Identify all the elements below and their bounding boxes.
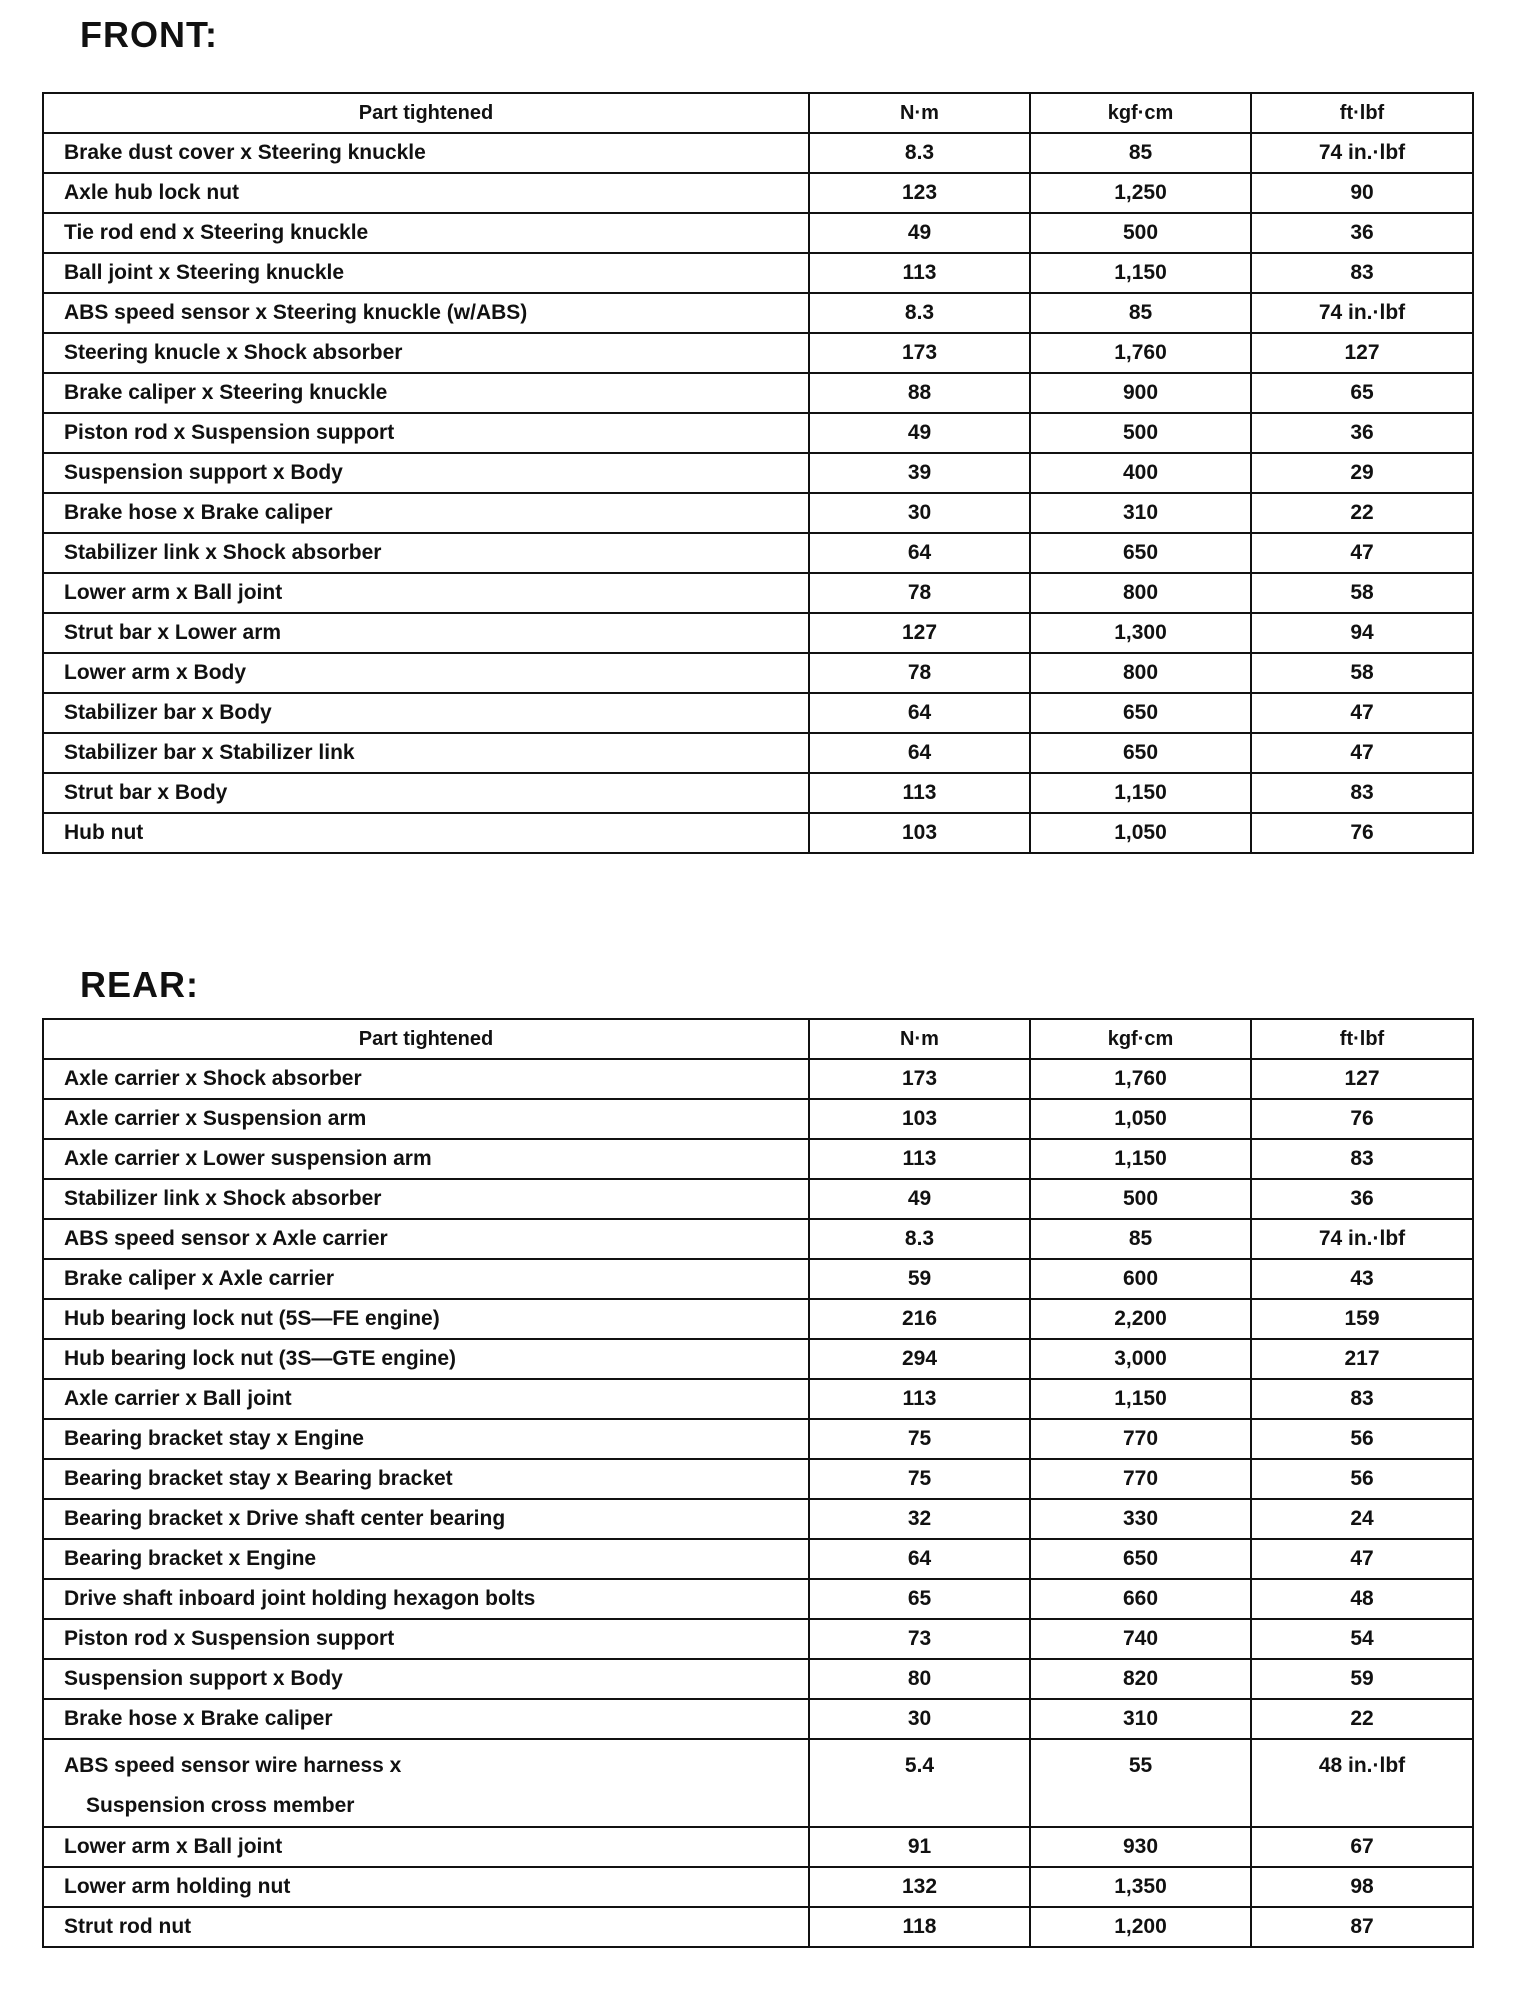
part-name: Axle carrier x Lower suspension arm (64, 1147, 432, 1170)
ft-lbf-value: 47 (1251, 733, 1473, 773)
table-row (43, 573, 1473, 613)
table-row (43, 1827, 1473, 1867)
kgf-cm-value: 600 (1030, 1259, 1251, 1299)
table-row (43, 1459, 1473, 1499)
table-row (43, 533, 1473, 573)
kgf-cm-value: 310 (1030, 493, 1251, 533)
part-name: Bearing bracket x Drive shaft center bearing (64, 1507, 506, 1530)
header-kgf-cm: kgf·cm (1030, 1019, 1251, 1059)
nm-value: 8.3 (809, 1219, 1030, 1259)
part-tightened-cell (43, 1059, 809, 1099)
part-name: Brake caliper x Steering knuckle (64, 381, 388, 404)
header-kgf-cm: kgf·cm (1030, 93, 1251, 133)
part-name: Piston rod x Suspension support (64, 1627, 395, 1650)
kgf-cm-value: 1,050 (1030, 1099, 1251, 1139)
kgf-cm-value: 740 (1030, 1619, 1251, 1659)
table-row (43, 1867, 1473, 1907)
kgf-cm-value: 400 (1030, 453, 1251, 493)
ft-lbf-value: 58 (1251, 653, 1473, 693)
nm-value: 127 (809, 613, 1030, 653)
kgf-cm-value: 85 (1030, 1219, 1251, 1259)
part-tightened-cell (43, 693, 809, 733)
table-row (43, 173, 1473, 213)
part-tightened-cell (43, 1619, 809, 1659)
part-tightened-cell (43, 1867, 809, 1907)
part-tightened-cell (43, 1539, 809, 1579)
ft-lbf-value: 36 (1251, 1179, 1473, 1219)
part-name: Hub bearing lock nut (5S—FE engine) (64, 1307, 440, 1330)
table-row (43, 1299, 1473, 1339)
table-row (43, 1419, 1473, 1459)
part-tightened-cell (43, 373, 809, 413)
nm-value: 173 (809, 1059, 1030, 1099)
nm-value: 78 (809, 653, 1030, 693)
part-name: Suspension support x Body (64, 461, 343, 484)
ft-lbf-value: 83 (1251, 253, 1473, 293)
table-row (43, 733, 1473, 773)
kgf-cm-value: 770 (1030, 1419, 1251, 1459)
table-row (43, 1139, 1473, 1179)
kgf-cm-value: 85 (1030, 133, 1251, 173)
table-header-row (43, 93, 1473, 133)
part-tightened-cell (43, 1579, 809, 1619)
table-row (43, 1179, 1473, 1219)
kgf-cm-value: 1,300 (1030, 613, 1251, 653)
part-tightened-cell (43, 1259, 809, 1299)
ft-lbf-value: 47 (1251, 533, 1473, 573)
nm-value: 8.3 (809, 133, 1030, 173)
table-row (43, 773, 1473, 813)
part-name: Tie rod end x Steering knuckle (64, 221, 369, 244)
part-name: Lower arm x Ball joint (64, 1835, 283, 1858)
nm-value: 294 (809, 1339, 1030, 1379)
kgf-cm-value: 500 (1030, 213, 1251, 253)
part-name: Stabilizer link x Shock absorber (64, 541, 382, 564)
rear-torque-table (42, 1018, 1474, 1948)
table-row (43, 493, 1473, 533)
nm-value: 103 (809, 1099, 1030, 1139)
nm-value: 49 (809, 1179, 1030, 1219)
kgf-cm-value: 310 (1030, 1699, 1251, 1739)
kgf-cm-value: 3,000 (1030, 1339, 1251, 1379)
kgf-cm-value: 1,150 (1030, 773, 1251, 813)
nm-value: 30 (809, 1699, 1030, 1739)
part-tightened-cell (43, 1339, 809, 1379)
ft-lbf-value: 36 (1251, 213, 1473, 253)
ft-lbf-value: 47 (1251, 1539, 1473, 1579)
nm-value: 5.4 (809, 1739, 1030, 1827)
ft-lbf-value: 65 (1251, 373, 1473, 413)
table-row (43, 1259, 1473, 1299)
nm-value: 216 (809, 1299, 1030, 1339)
nm-value: 88 (809, 373, 1030, 413)
table-row (43, 1579, 1473, 1619)
part-name: Stabilizer link x Shock absorber (64, 1187, 382, 1210)
nm-value: 113 (809, 773, 1030, 813)
table-row (43, 1339, 1473, 1379)
part-tightened-cell (43, 653, 809, 693)
part-name: Lower arm x Body (64, 661, 247, 684)
header-part-tightened: Part tightened (43, 1019, 809, 1059)
kgf-cm-value: 770 (1030, 1459, 1251, 1499)
part-name: Brake hose x Brake caliper (64, 1707, 333, 1730)
nm-value: 30 (809, 493, 1030, 533)
table-row (43, 333, 1473, 373)
nm-value: 49 (809, 413, 1030, 453)
part-name: Brake caliper x Axle carrier (64, 1267, 335, 1290)
kgf-cm-value: 500 (1030, 1179, 1251, 1219)
part-name: Axle carrier x Suspension arm (64, 1107, 367, 1130)
part-name: Brake dust cover x Steering knuckle (64, 141, 426, 164)
nm-value: 75 (809, 1459, 1030, 1499)
ft-lbf-value: 29 (1251, 453, 1473, 493)
ft-lbf-value: 127 (1251, 333, 1473, 373)
part-tightened-cell (43, 1219, 809, 1259)
part-tightened-cell (43, 453, 809, 493)
part-tightened-cell (43, 1379, 809, 1419)
part-tightened-cell (43, 173, 809, 213)
ft-lbf-value: 90 (1251, 173, 1473, 213)
kgf-cm-value: 1,150 (1030, 1379, 1251, 1419)
table-row (43, 613, 1473, 653)
part-name: Brake hose x Brake caliper (64, 501, 333, 524)
nm-value: 49 (809, 213, 1030, 253)
ft-lbf-value: 54 (1251, 1619, 1473, 1659)
part-tightened-cell (43, 773, 809, 813)
nm-value: 113 (809, 1139, 1030, 1179)
part-tightened-cell (43, 293, 809, 333)
header-nm: N·m (809, 93, 1030, 133)
part-tightened-cell (43, 1099, 809, 1139)
part-name: Stabilizer bar x Stabilizer link (64, 741, 355, 764)
table-row (43, 1619, 1473, 1659)
ft-lbf-value: 48 in.·lbf (1251, 1739, 1473, 1827)
header-ft-lbf: ft·lbf (1251, 93, 1473, 133)
kgf-cm-value: 820 (1030, 1659, 1251, 1699)
table-row (43, 1739, 1473, 1827)
rear-section-title: REAR: (80, 964, 199, 1005)
part-name: Drive shaft inboard joint holding hexagon bolts (64, 1587, 536, 1610)
ft-lbf-value: 74 in.·lbf (1251, 1219, 1473, 1259)
ft-lbf-value: 36 (1251, 413, 1473, 453)
table-row (43, 373, 1473, 413)
kgf-cm-value: 900 (1030, 373, 1251, 413)
part-name: Bearing bracket stay x Engine (64, 1427, 364, 1450)
kgf-cm-value: 1,250 (1030, 173, 1251, 213)
part-tightened-cell (43, 1499, 809, 1539)
ft-lbf-value: 76 (1251, 1099, 1473, 1139)
ft-lbf-value: 59 (1251, 1659, 1473, 1699)
ft-lbf-value: 94 (1251, 613, 1473, 653)
ft-lbf-value: 74 in.·lbf (1251, 293, 1473, 333)
kgf-cm-value: 650 (1030, 733, 1251, 773)
kgf-cm-value: 500 (1030, 413, 1251, 453)
kgf-cm-value: 930 (1030, 1827, 1251, 1867)
nm-value: 32 (809, 1499, 1030, 1539)
nm-value: 132 (809, 1867, 1030, 1907)
table-header-row (43, 1019, 1473, 1059)
nm-value: 103 (809, 813, 1030, 853)
part-tightened-cell (43, 733, 809, 773)
kgf-cm-value: 2,200 (1030, 1299, 1251, 1339)
table-row (43, 133, 1473, 173)
part-name: Hub nut (64, 821, 144, 844)
part-tightened-cell (43, 1299, 809, 1339)
part-tightened-cell (43, 613, 809, 653)
nm-value: 113 (809, 253, 1030, 293)
part-name: ABS speed sensor wire harness x (64, 1754, 402, 1777)
part-name: Lower arm holding nut (64, 1875, 291, 1898)
nm-value: 73 (809, 1619, 1030, 1659)
table-row (43, 413, 1473, 453)
part-name: Strut bar x Lower arm (64, 621, 282, 644)
table-row (43, 1219, 1473, 1259)
part-name: Lower arm x Ball joint (64, 581, 283, 604)
part-name: Bearing bracket stay x Bearing bracket (64, 1467, 453, 1490)
part-name: Strut rod nut (64, 1915, 192, 1938)
part-tightened-cell (43, 533, 809, 573)
nm-value: 75 (809, 1419, 1030, 1459)
table-row (43, 1539, 1473, 1579)
table-row (43, 1699, 1473, 1739)
header-ft-lbf: ft·lbf (1251, 1019, 1473, 1059)
ft-lbf-value: 48 (1251, 1579, 1473, 1619)
ft-lbf-value: 83 (1251, 1139, 1473, 1179)
part-name: Hub bearing lock nut (3S—GTE engine) (64, 1347, 457, 1370)
part-name: Axle carrier x Shock absorber (64, 1067, 362, 1090)
front-torque-table (42, 92, 1474, 854)
kgf-cm-value: 330 (1030, 1499, 1251, 1539)
part-tightened-cell (43, 253, 809, 293)
table-row (43, 1099, 1473, 1139)
nm-value: 59 (809, 1259, 1030, 1299)
rear-table-body (43, 1059, 1473, 1947)
part-name: Bearing bracket x Engine (64, 1547, 317, 1570)
kgf-cm-value: 1,150 (1030, 1139, 1251, 1179)
ft-lbf-value: 56 (1251, 1419, 1473, 1459)
part-name: ABS speed sensor x Steering knuckle (w/ABS) (64, 301, 528, 324)
kgf-cm-value: 660 (1030, 1579, 1251, 1619)
ft-lbf-value: 76 (1251, 813, 1473, 853)
part-name: Strut bar x Body (64, 781, 228, 804)
part-tightened-cell (43, 1419, 809, 1459)
nm-value: 113 (809, 1379, 1030, 1419)
table-row (43, 813, 1473, 853)
part-name: Steering knucle x Shock absorber (64, 341, 403, 364)
kgf-cm-value: 1,050 (1030, 813, 1251, 853)
table-row (43, 653, 1473, 693)
table-row (43, 693, 1473, 733)
part-name: Ball joint x Steering knuckle (64, 261, 345, 284)
part-name: Stabilizer bar x Body (64, 701, 272, 724)
kgf-cm-value: 1,760 (1030, 333, 1251, 373)
nm-value: 91 (809, 1827, 1030, 1867)
ft-lbf-value: 56 (1251, 1459, 1473, 1499)
ft-lbf-value: 83 (1251, 1379, 1473, 1419)
part-name: Axle hub lock nut (64, 181, 240, 204)
ft-lbf-value: 43 (1251, 1259, 1473, 1299)
kgf-cm-value: 85 (1030, 293, 1251, 333)
part-tightened-cell (43, 1179, 809, 1219)
front-section-title: FRONT: (80, 14, 218, 55)
table-row (43, 293, 1473, 333)
part-tightened-cell (43, 133, 809, 173)
nm-value: 123 (809, 173, 1030, 213)
part-tightened-cell (43, 493, 809, 533)
nm-value: 39 (809, 453, 1030, 493)
table-row (43, 1907, 1473, 1947)
table-row (43, 253, 1473, 293)
header-part-tightened: Part tightened (43, 93, 809, 133)
kgf-cm-value: 55 (1030, 1739, 1251, 1827)
ft-lbf-value: 98 (1251, 1867, 1473, 1907)
nm-value: 65 (809, 1579, 1030, 1619)
nm-value: 78 (809, 573, 1030, 613)
nm-value: 64 (809, 733, 1030, 773)
header-nm: N·m (809, 1019, 1030, 1059)
kgf-cm-value: 1,760 (1030, 1059, 1251, 1099)
part-tightened-cell (43, 573, 809, 613)
kgf-cm-value: 650 (1030, 693, 1251, 733)
table-row (43, 1379, 1473, 1419)
part-tightened-cell (43, 1907, 809, 1947)
nm-value: 80 (809, 1659, 1030, 1699)
part-name: ABS speed sensor x Axle carrier (64, 1227, 388, 1250)
part-name: Axle carrier x Ball joint (64, 1387, 292, 1410)
table-row (43, 453, 1473, 493)
front-table-body (43, 133, 1473, 853)
nm-value: 64 (809, 693, 1030, 733)
part-tightened-cell (43, 413, 809, 453)
table-row (43, 1659, 1473, 1699)
part-tightened-cell (43, 1739, 809, 1827)
ft-lbf-value: 24 (1251, 1499, 1473, 1539)
kgf-cm-value: 650 (1030, 533, 1251, 573)
table-row (43, 1499, 1473, 1539)
part-tightened-cell (43, 1659, 809, 1699)
part-tightened-cell (43, 1139, 809, 1179)
ft-lbf-value: 67 (1251, 1827, 1473, 1867)
kgf-cm-value: 1,200 (1030, 1907, 1251, 1947)
table-row (43, 213, 1473, 253)
ft-lbf-value: 83 (1251, 773, 1473, 813)
part-tightened-cell (43, 1827, 809, 1867)
ft-lbf-value: 127 (1251, 1059, 1473, 1099)
part-name: Piston rod x Suspension support (64, 421, 395, 444)
ft-lbf-value: 159 (1251, 1299, 1473, 1339)
kgf-cm-value: 650 (1030, 1539, 1251, 1579)
part-tightened-cell (43, 1699, 809, 1739)
part-name: Suspension support x Body (64, 1667, 343, 1690)
part-tightened-cell (43, 1459, 809, 1499)
ft-lbf-value: 22 (1251, 1699, 1473, 1739)
nm-value: 173 (809, 333, 1030, 373)
nm-value: 64 (809, 1539, 1030, 1579)
ft-lbf-value: 47 (1251, 693, 1473, 733)
part-tightened-cell (43, 213, 809, 253)
ft-lbf-value: 217 (1251, 1339, 1473, 1379)
nm-value: 64 (809, 533, 1030, 573)
part-name-continued: Suspension cross member (86, 1794, 355, 1817)
kgf-cm-value: 1,150 (1030, 253, 1251, 293)
ft-lbf-value: 22 (1251, 493, 1473, 533)
part-tightened-cell (43, 333, 809, 373)
part-tightened-cell (43, 813, 809, 853)
kgf-cm-value: 800 (1030, 573, 1251, 613)
kgf-cm-value: 1,350 (1030, 1867, 1251, 1907)
ft-lbf-value: 74 in.·lbf (1251, 133, 1473, 173)
table-row (43, 1059, 1473, 1099)
nm-value: 8.3 (809, 293, 1030, 333)
kgf-cm-value: 800 (1030, 653, 1251, 693)
ft-lbf-value: 58 (1251, 573, 1473, 613)
nm-value: 118 (809, 1907, 1030, 1947)
ft-lbf-value: 87 (1251, 1907, 1473, 1947)
